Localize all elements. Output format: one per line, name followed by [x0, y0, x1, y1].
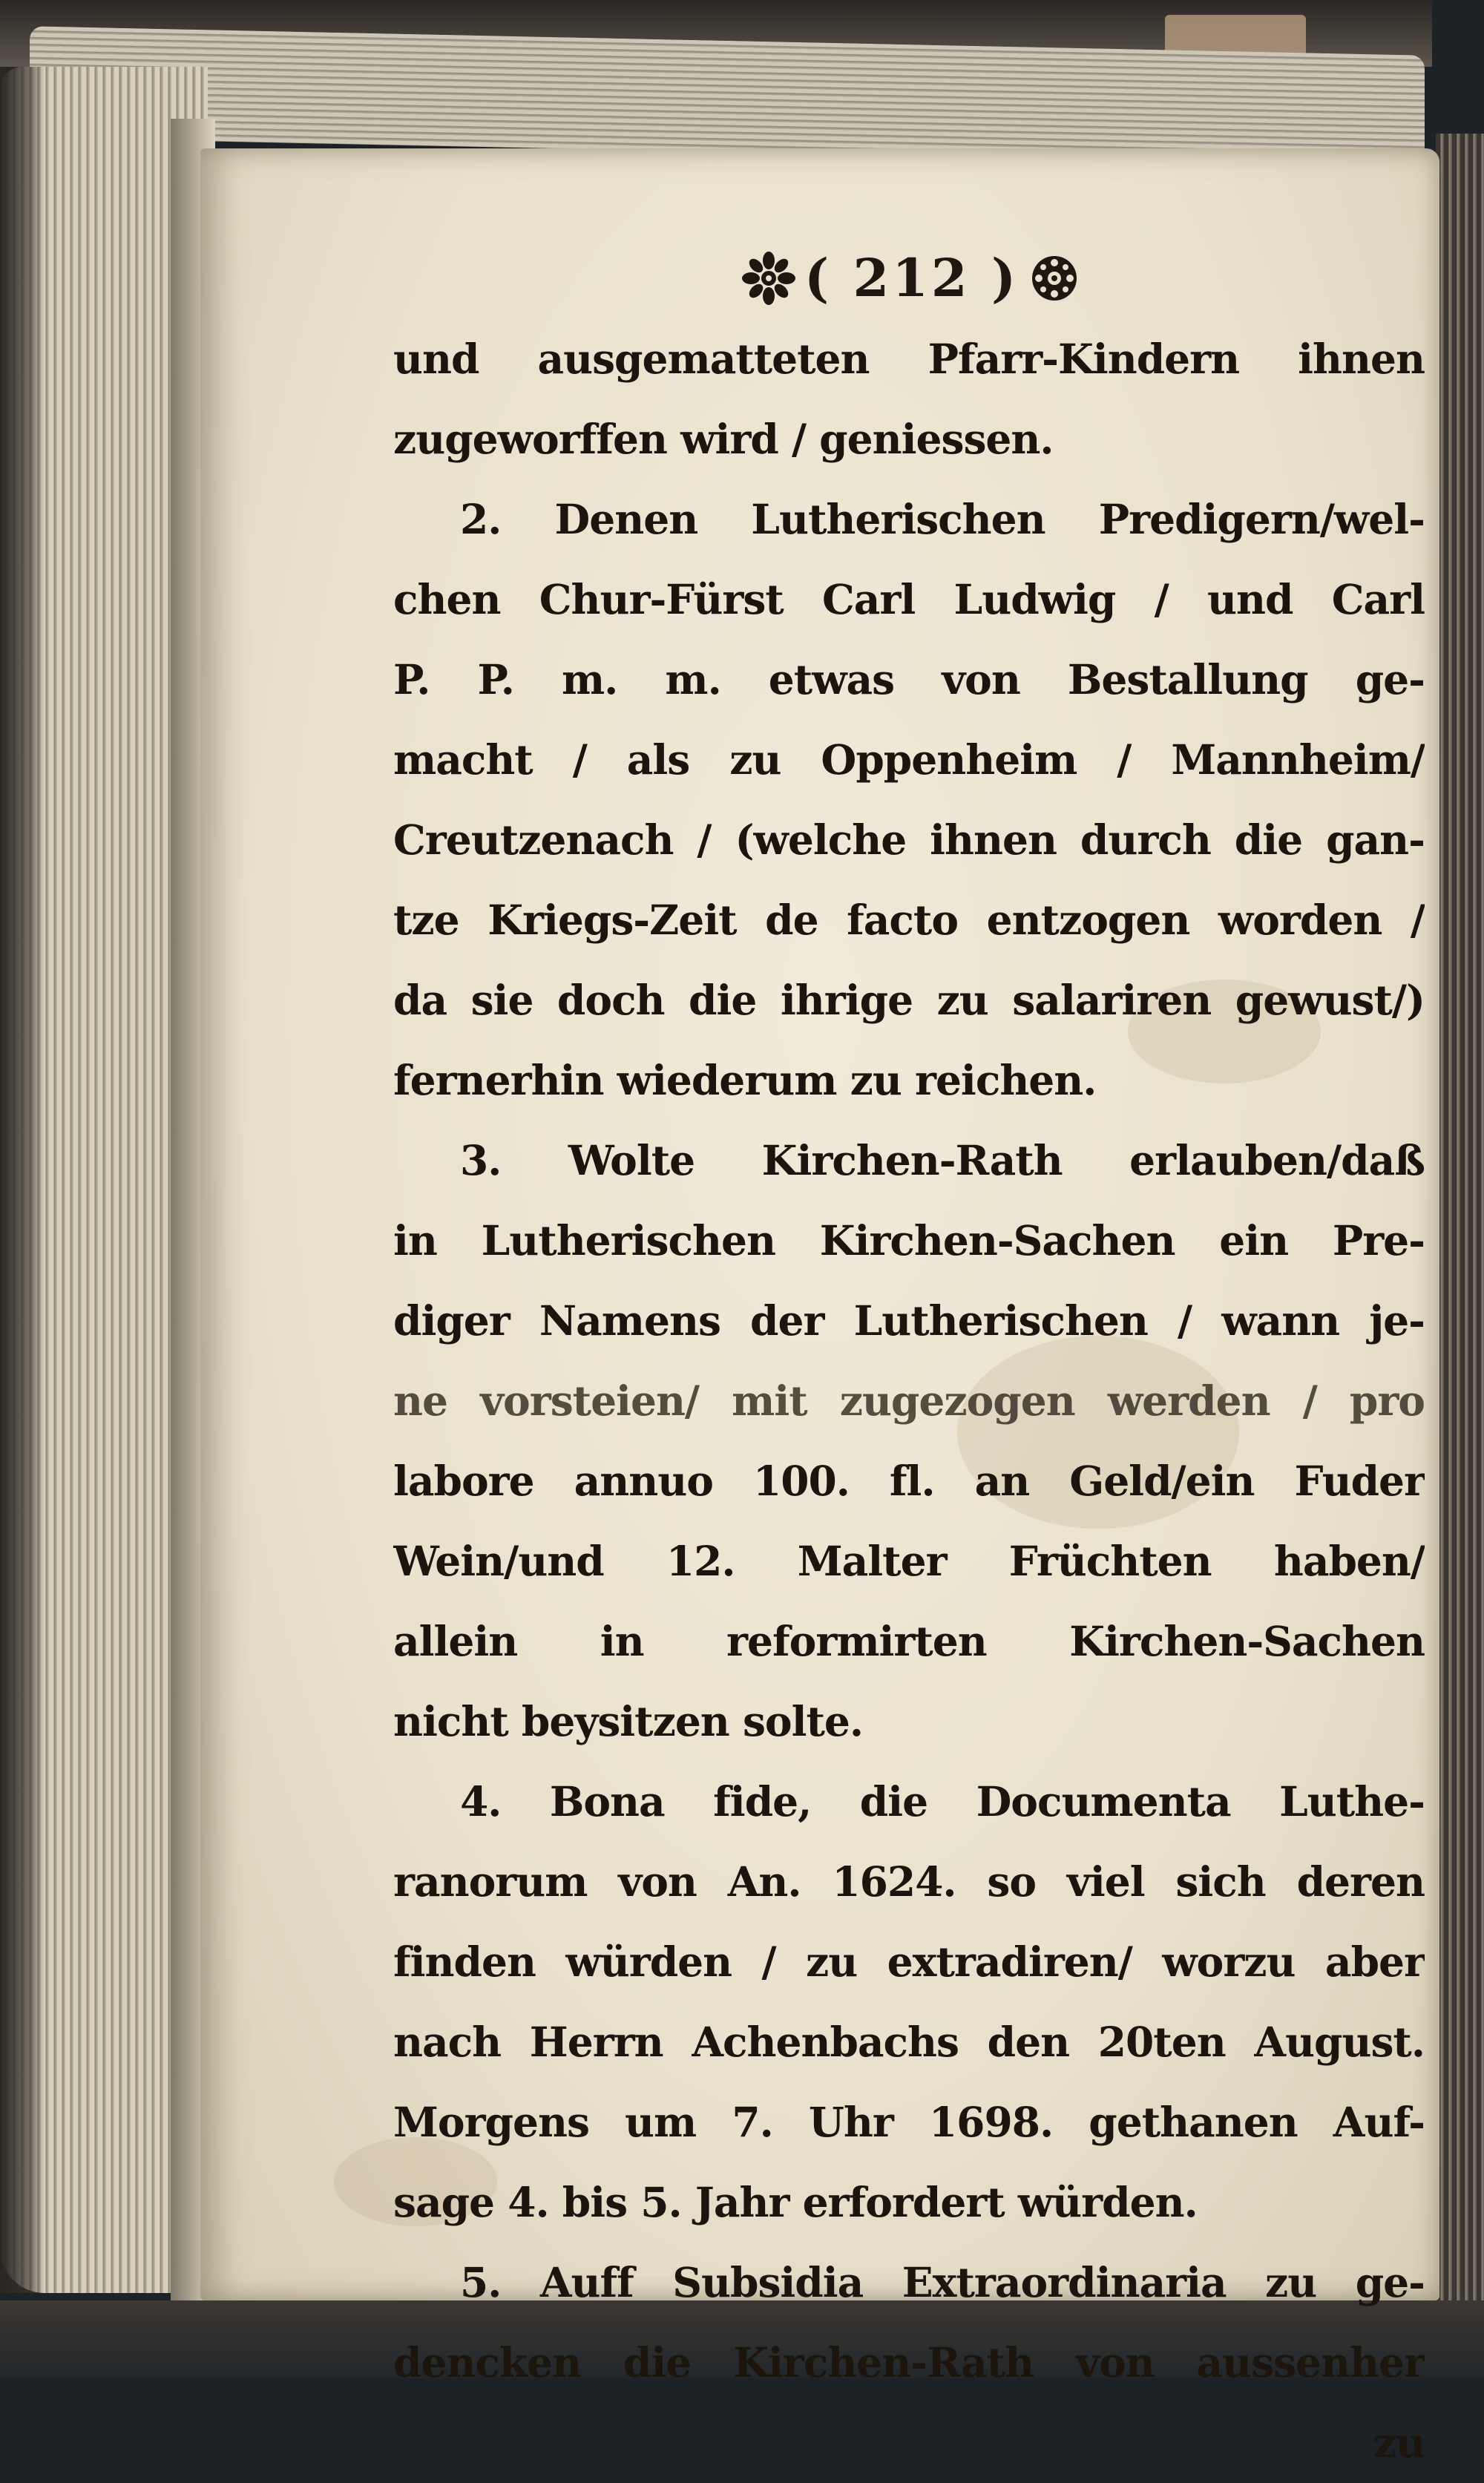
text-line: nach Herrn Achenbachs den 20ten August.: [393, 2018, 1425, 2066]
text-line: dencken die Kirchen-Rath von aussenher: [393, 2338, 1425, 2387]
text-line: P. P. m. m. etwas von Bestallung ge-: [393, 655, 1425, 703]
text-line: Morgens um 7. Uhr 1698. gethanen Auf-: [393, 2098, 1425, 2146]
flower-ornament-icon: [742, 252, 795, 305]
page-header: [742, 245, 1081, 312]
text-line: in Lutherischen Kirchen-Sachen ein Pre-: [393, 1216, 1425, 1265]
rosette-ornament-icon: [1028, 252, 1081, 305]
text-line: allein in reformirten Kirchen-Sachen: [393, 1617, 1425, 1665]
text-line: 3. Wolte Kirchen-Rath erlauben/daß: [460, 1136, 1425, 1184]
text-line: zugeworffen wird / geniessen.: [393, 415, 1054, 463]
catchword: zu: [1373, 2418, 1425, 2467]
text-line: da sie doch die ihrige zu salariren gewust/): [393, 976, 1425, 1024]
text-line: Creutzenach / (welche ihnen durch die gan-: [393, 816, 1425, 864]
text-line: tze Kriegs-Zeit de facto entzogen worden /: [393, 896, 1425, 944]
text-line: 5. Auff Subsidia Extraordinaria zu ge-: [460, 2258, 1425, 2306]
text-line: Wein/und 12. Malter Früchten haben/: [393, 1537, 1425, 1585]
text-line: labore annuo 100. fl. an Geld/ein Fuder: [393, 1457, 1425, 1505]
page-number: ( 212 ): [804, 247, 1020, 309]
text-line: und ausgematteten Pfarr-Kindern ihnen: [393, 335, 1425, 383]
text-line: ranorum von An. 1624. so viel sich deren: [393, 1857, 1425, 1906]
text-line: diger Namens der Lutherischen / wann je-: [393, 1296, 1425, 1345]
text-line: nicht beysitzen solte.: [393, 1697, 864, 1745]
text-line: chen Chur-Fürst Carl Ludwig / und Carl: [393, 575, 1425, 623]
text-line: 4. Bona fide, die Documenta Luthe-: [460, 1777, 1425, 1826]
binding-shadow: [0, 67, 45, 2293]
text-line: ne vorsteien/ mit zugezogen werden / pro: [393, 1377, 1425, 1425]
page-text: [393, 319, 1425, 2483]
text-line: fernerhin wiederum zu reichen.: [393, 1056, 1097, 1104]
text-line: 2. Denen Lutherischen Predigern/wel-: [460, 495, 1425, 543]
text-line: finden würden / zu extradiren/ worzu aber: [393, 1938, 1425, 1986]
page-block-right-edge: [1436, 134, 1484, 2323]
text-line: sage 4. bis 5. Jahr erfordert würden.: [393, 2178, 1198, 2226]
text-line: macht / als zu Oppenheim / Mannheim/: [393, 735, 1425, 784]
